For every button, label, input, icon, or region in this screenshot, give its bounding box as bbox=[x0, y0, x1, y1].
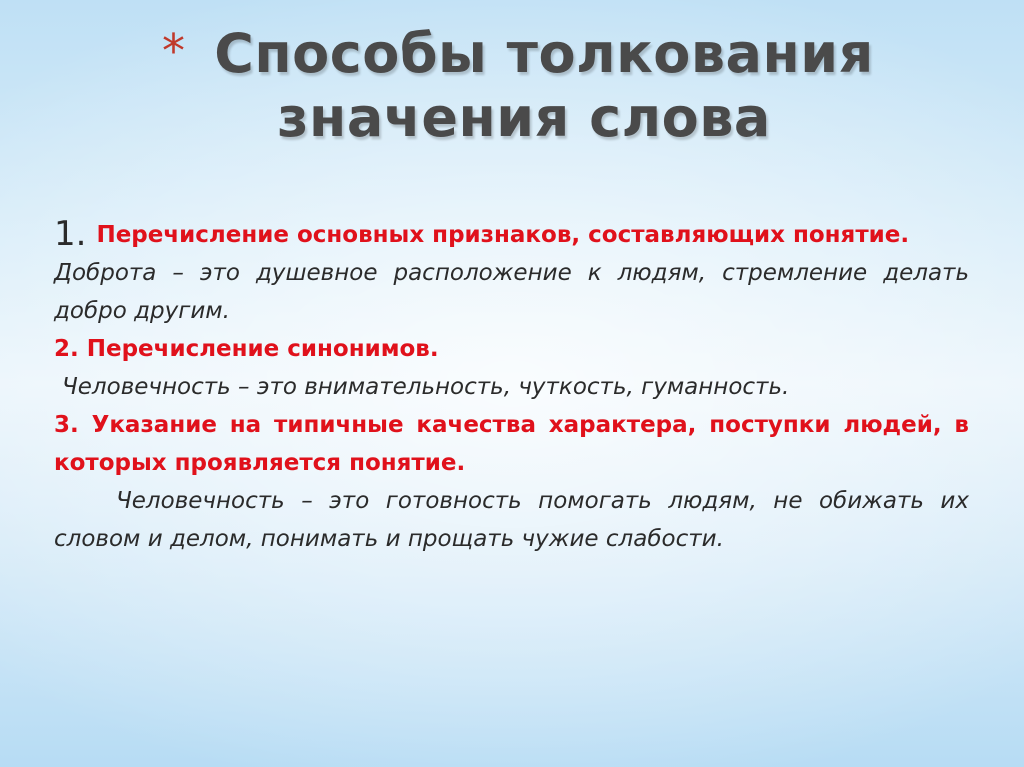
item-2-heading: 2. Перечисление синонимов. bbox=[54, 336, 439, 362]
slide-title bbox=[150, 22, 890, 150]
item-1-heading: Перечисление основных признаков, составляющих понятие. bbox=[96, 222, 910, 248]
item-2-example: Человечность – это внимательность, чуткость, гуманность. bbox=[62, 374, 790, 400]
item-3-heading: 3. Указание на типичные качества характера, поступки людей, в которых проявляется понятие. bbox=[54, 412, 969, 476]
item-1-number: 1. bbox=[54, 214, 87, 254]
title-block bbox=[150, 22, 890, 150]
item-3-example: Человечность – это готовность помогать людям, не обижать их словом и делом, понимать и прощать чужие слабости. bbox=[54, 488, 969, 552]
item-1-example: Доброта – это душевное расположение к людям, стремление делать добро другим. bbox=[54, 260, 969, 324]
slide-content bbox=[54, 214, 969, 558]
title-line-1: Способы толкования bbox=[214, 22, 874, 85]
item-1-heading-row bbox=[54, 214, 969, 254]
title-line-2: значения слова bbox=[277, 86, 771, 149]
title-asterisk: * bbox=[162, 24, 185, 78]
